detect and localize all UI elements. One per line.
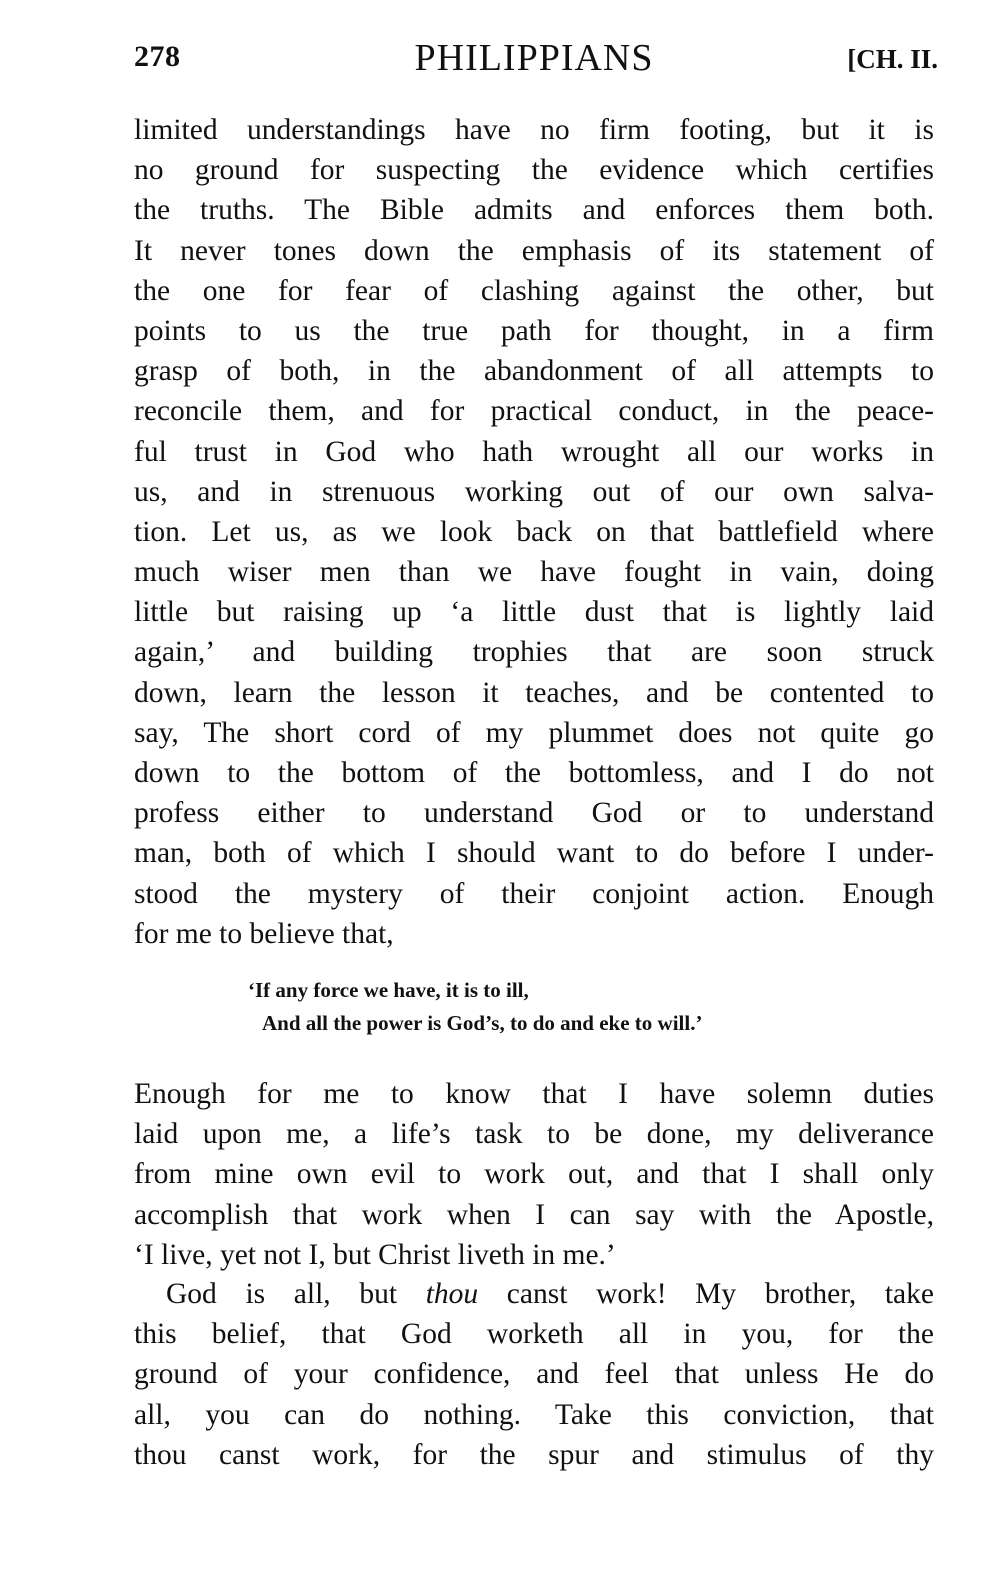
text-run: canst work! My brother, take <box>478 1278 934 1310</box>
text-line: ‘I live, yet not I, but Christ liveth in me.’ <box>134 1238 616 1271</box>
text-line: from mine own evil to work out, and that I shall only <box>134 1158 934 1191</box>
book-title: PHILIPPIANS <box>414 37 654 79</box>
text-line: profess either to understand God or to understand <box>134 797 934 830</box>
text-line: the truths. The Bible admits and enforces them both. <box>134 194 934 227</box>
chapter-reference: [CH. II. <box>847 44 938 74</box>
text-line: reconcile them, and for practical conduct, in the peace- <box>134 395 934 428</box>
quote-line: And all the power is God’s, to do and eke to will.’ <box>262 1011 703 1035</box>
text-line: ground of your confidence, and feel that unless He do <box>134 1358 934 1391</box>
text-line: again,’ and building trophies that are soon struck <box>134 636 934 669</box>
text-line: down to the bottom of the bottomless, and I do not <box>134 757 934 789</box>
text-line: no ground for suspecting the evidence which certifies <box>134 154 934 187</box>
text-line: all, you can do nothing. Take this conviction, that <box>134 1398 934 1431</box>
text-line: much wiser men than we have fought in vain, doing <box>134 556 934 589</box>
emphasis-thou: thou <box>425 1278 479 1310</box>
text-line: little but raising up ‘a little dust that is lightly laid <box>134 596 934 629</box>
text-line: down, learn the lesson it teaches, and be contented to <box>134 676 934 709</box>
text-line <box>134 1274 934 1314</box>
text-line: stood the mystery of their conjoint action. Enough <box>134 877 934 910</box>
text-line: man, both of which I should want to do before I under- <box>134 837 934 870</box>
text-line: points to us the true path for thought, in a firm <box>134 314 934 347</box>
running-head <box>134 37 938 88</box>
text-line: accomplish that work when I can say with the Apostle, <box>134 1198 934 1231</box>
text-line: limited understandings have no firm footing, but it is <box>134 114 934 146</box>
text-line: Enough for me to know that I have solemn duties <box>134 1078 934 1110</box>
text-line: It never tones down the emphasis of its statement of <box>134 234 934 267</box>
text-line: thou canst work, for the spur and stimulus of thy <box>134 1438 934 1471</box>
text-line: this belief, that God worketh all in you, for the <box>134 1318 934 1351</box>
text-line: us, and in strenuous working out of our own salva- <box>134 475 934 508</box>
quote-line: ‘If any force we have, it is to ill, <box>248 978 529 1002</box>
text-run: God is all, but <box>166 1278 426 1310</box>
text-line: for me to believe that, <box>134 917 394 950</box>
text-line: grasp of both, in the abandonment of all attempts to <box>134 355 934 388</box>
paragraph-3 <box>134 1274 934 1475</box>
text-line: laid upon me, a life’s task to be done, my deliverance <box>134 1118 934 1151</box>
text-line: say, The short cord of my plummet does not quite go <box>134 716 934 749</box>
text-line: the one for fear of clashing against the other, but <box>134 274 934 307</box>
text-line: tion. Let us, as we look back on that battlefield where <box>134 515 934 548</box>
verse-quotation <box>248 974 888 1040</box>
text-line: ful trust in God who hath wrought all our works in <box>134 435 934 468</box>
page-number: 278 <box>134 40 181 73</box>
paragraph-2 <box>134 1074 934 1275</box>
paragraph-1 <box>134 110 934 954</box>
